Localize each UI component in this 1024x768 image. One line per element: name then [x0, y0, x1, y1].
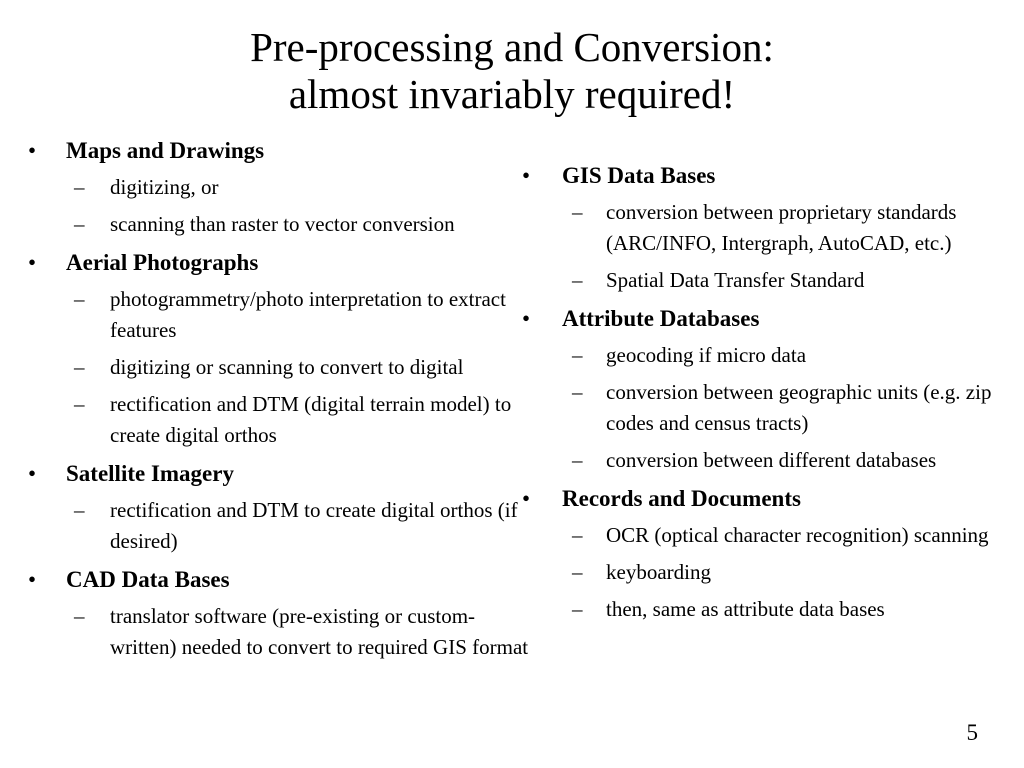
sub-item: – conversion between different databases: [522, 445, 992, 476]
right-column: [522, 153, 992, 625]
bullet-aerial-photographs: [28, 248, 538, 451]
sub-item: – rectification and DTM (digital terrain model) to create digital orthos: [28, 389, 538, 451]
bullet-heading: • CAD Data Bases: [28, 565, 538, 595]
sub-item: – conversion between geographic units (e.g. zip codes and census tracts): [522, 377, 992, 439]
sub-item: – keyboarding: [522, 557, 992, 588]
sub-item: – translator software (pre-existing or custom-written) needed to convert to required GIS format: [28, 601, 538, 663]
page-number: 5: [966, 720, 978, 745]
sub-item: – OCR (optical character recognition) scanning: [522, 520, 992, 551]
sub-item: – geocoding if micro data: [522, 340, 992, 371]
sub-item: – rectification and DTM to create digital orthos (if desired): [28, 495, 538, 557]
title-line-2: almost invariably required!: [288, 71, 736, 117]
title-line-1: Pre-processing and Conversion:: [250, 24, 774, 70]
bullet-heading: • Maps and Drawings: [28, 136, 538, 166]
bullet-gis-data-bases: [522, 161, 992, 296]
sub-item: – conversion between proprietary standards (ARC/INFO, Intergraph, AutoCAD, etc.): [522, 197, 992, 259]
slide-title: [0, 24, 1024, 118]
sub-item: – Spatial Data Transfer Standard: [522, 265, 992, 296]
sub-item: – digitizing or scanning to convert to digital: [28, 352, 538, 383]
bullet-heading: • Aerial Photographs: [28, 248, 538, 278]
bullet-heading: • Records and Documents: [522, 484, 992, 514]
bullet-heading: • Satellite Imagery: [28, 459, 538, 489]
bullet-heading: • GIS Data Bases: [522, 161, 992, 191]
bullet-attribute-databases: [522, 304, 992, 476]
sub-item: – digitizing, or: [28, 172, 538, 203]
sub-item: – photogrammetry/photo interpretation to extract features: [28, 284, 538, 346]
left-column: [28, 128, 538, 663]
sub-item: – scanning than raster to vector conversion: [28, 209, 538, 240]
sub-item: – then, same as attribute data bases: [522, 594, 992, 625]
bullet-records-and-documents: [522, 484, 992, 625]
bullet-heading: • Attribute Databases: [522, 304, 992, 334]
bullet-satellite-imagery: [28, 459, 538, 557]
bullet-maps-and-drawings: [28, 136, 538, 240]
bullet-cad-data-bases: [28, 565, 538, 663]
